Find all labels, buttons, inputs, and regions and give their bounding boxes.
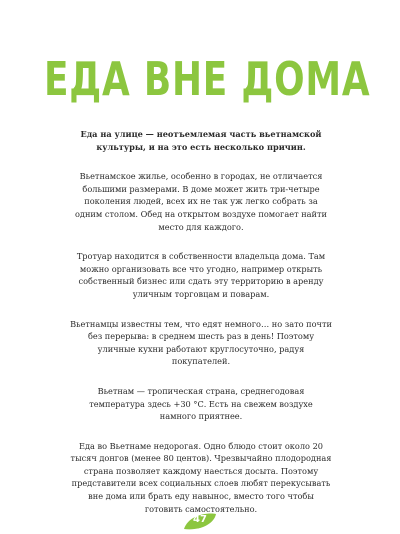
lead-paragraph: Еда на улице — неотъемлемая часть вьетнамской культуры, и на это есть несколько причин. xyxy=(80,129,322,152)
page-number-badge xyxy=(182,512,218,530)
paragraph: Тротуар находится в собственности владельца дома. Там можно организовать все что угодно, например открыть собственный бизнес или сдать эту территорию в аренду уличным торговцам и поварам. xyxy=(76,251,326,299)
paragraph: Еда во Вьетнаме недорогая. Одно блюдо стоит около 20 тысяч донгов (менее 80 центов). Чрезвычайно плодородная страна позволяет каждому наесться досыта. Поэтому представители всех социальных слоев любят перекусывать вне дома или брать еду навынос, вместо того чтобы готовить самостоятельно. xyxy=(70,440,332,514)
paragraph: Вьетнамцы известны тем, что едят немного… но зато почти без перерыва: в среднем шесть раз в день! Поэтому уличные кухни работают круглосуточно, радуя покупателей. xyxy=(70,318,332,367)
paragraph: Вьетнам — тропическая страна, среднегодовая температура здесь +30 °С. Есть на свежем воздухе намного приятнее. xyxy=(89,385,313,422)
paragraph: Вьетнамское жилье, особенно в городах, не отличается большими размерами. В доме может жить три-четыре поколения людей, всех их не так уж легко собрать за одним столом. Обед на открытом воздухе помогает найти место для каждого. xyxy=(75,171,327,232)
page-title: ЕДА ВНЕ ДОМА xyxy=(44,52,371,106)
page-number: 47 xyxy=(193,514,207,525)
body-text xyxy=(70,128,332,532)
